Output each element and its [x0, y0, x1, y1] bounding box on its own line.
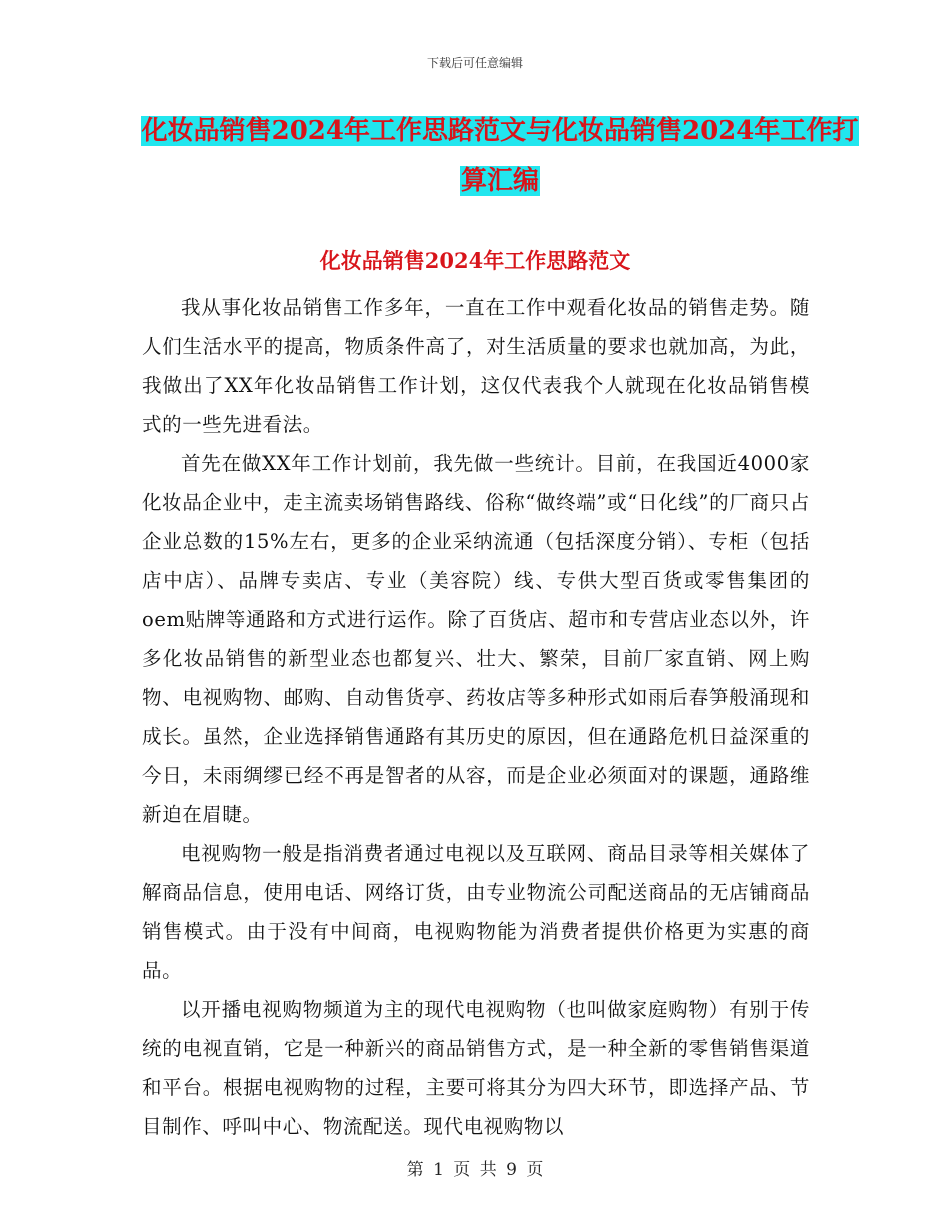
page-number: 第 1 页 共 9 页	[406, 1160, 544, 1180]
document-title	[140, 106, 860, 206]
header-note: 下载后可任意编辑	[426, 56, 523, 70]
paragraph-1: 我从事化妆品销售工作多年，一直在工作中观看化妆品的销售走势。随人们生活水平的提高，物质条件高了，对生活质量的要求也就加高，为此，我做出了XX年化妆品销售工作计划，这仅代表我个人就现在化妆品销售模式的一些先进看法。	[142, 296, 810, 436]
section-title: 化妆品销售2024年工作思路范文	[319, 248, 631, 273]
paragraph-2: 首先在做XX年工作计划前，我先做一些统计。目前，在我国近4000家化妆品企业中，走主流卖场销售路线、俗称“做终端”或“日化线”的厂商只占企业总数的15%左右，更多的企业采纳流通（包括深度分销）、专柜（包括店中店）、品牌专卖店、专业（美容院）线、专供大型百货或零售集团的oem贴牌等通路和方式进行运作。除了百货店、超市和专营店业态以外，许多化妆品销售的新型业态也都复兴、壮大、繁荣，目前厂家直销、网上购物、电视购物、邮购、自动售货亭、药妆店等多种形式如雨后春笋般涌现和成长。虽然，企业选择销售通路有其历史的原因，但在通路危机日益深重的今日，未雨绸缪已经不再是智者的从容，而是企业必须面对的课题，通路维新迫在眉睫。	[142, 452, 810, 826]
paragraph-4: 以开播电视购物频道为主的现代电视购物（也叫做家庭购物）有别于传统的电视直销，它是一种新兴的商品销售方式，是一种全新的零售销售渠道和平台。根据电视购物的过程，主要可将其分为四大环节，即选择产品、节目制作、呼叫中心、物流配送。现代电视购物以	[142, 998, 810, 1138]
paragraph-3: 电视购物一般是指消费者通过电视以及互联网、商品目录等相关媒体了解商品信息，使用电话、网络订货，由专业物流公司配送商品的无店铺商品销售模式。由于没有中间商，电视购物能为消费者提供价格更为实惠的商品。	[142, 842, 810, 982]
document-body	[142, 288, 810, 1146]
document-title-text: 化妆品销售2024年工作思路范文与化妆品销售2024年工作打算汇编	[141, 116, 859, 196]
